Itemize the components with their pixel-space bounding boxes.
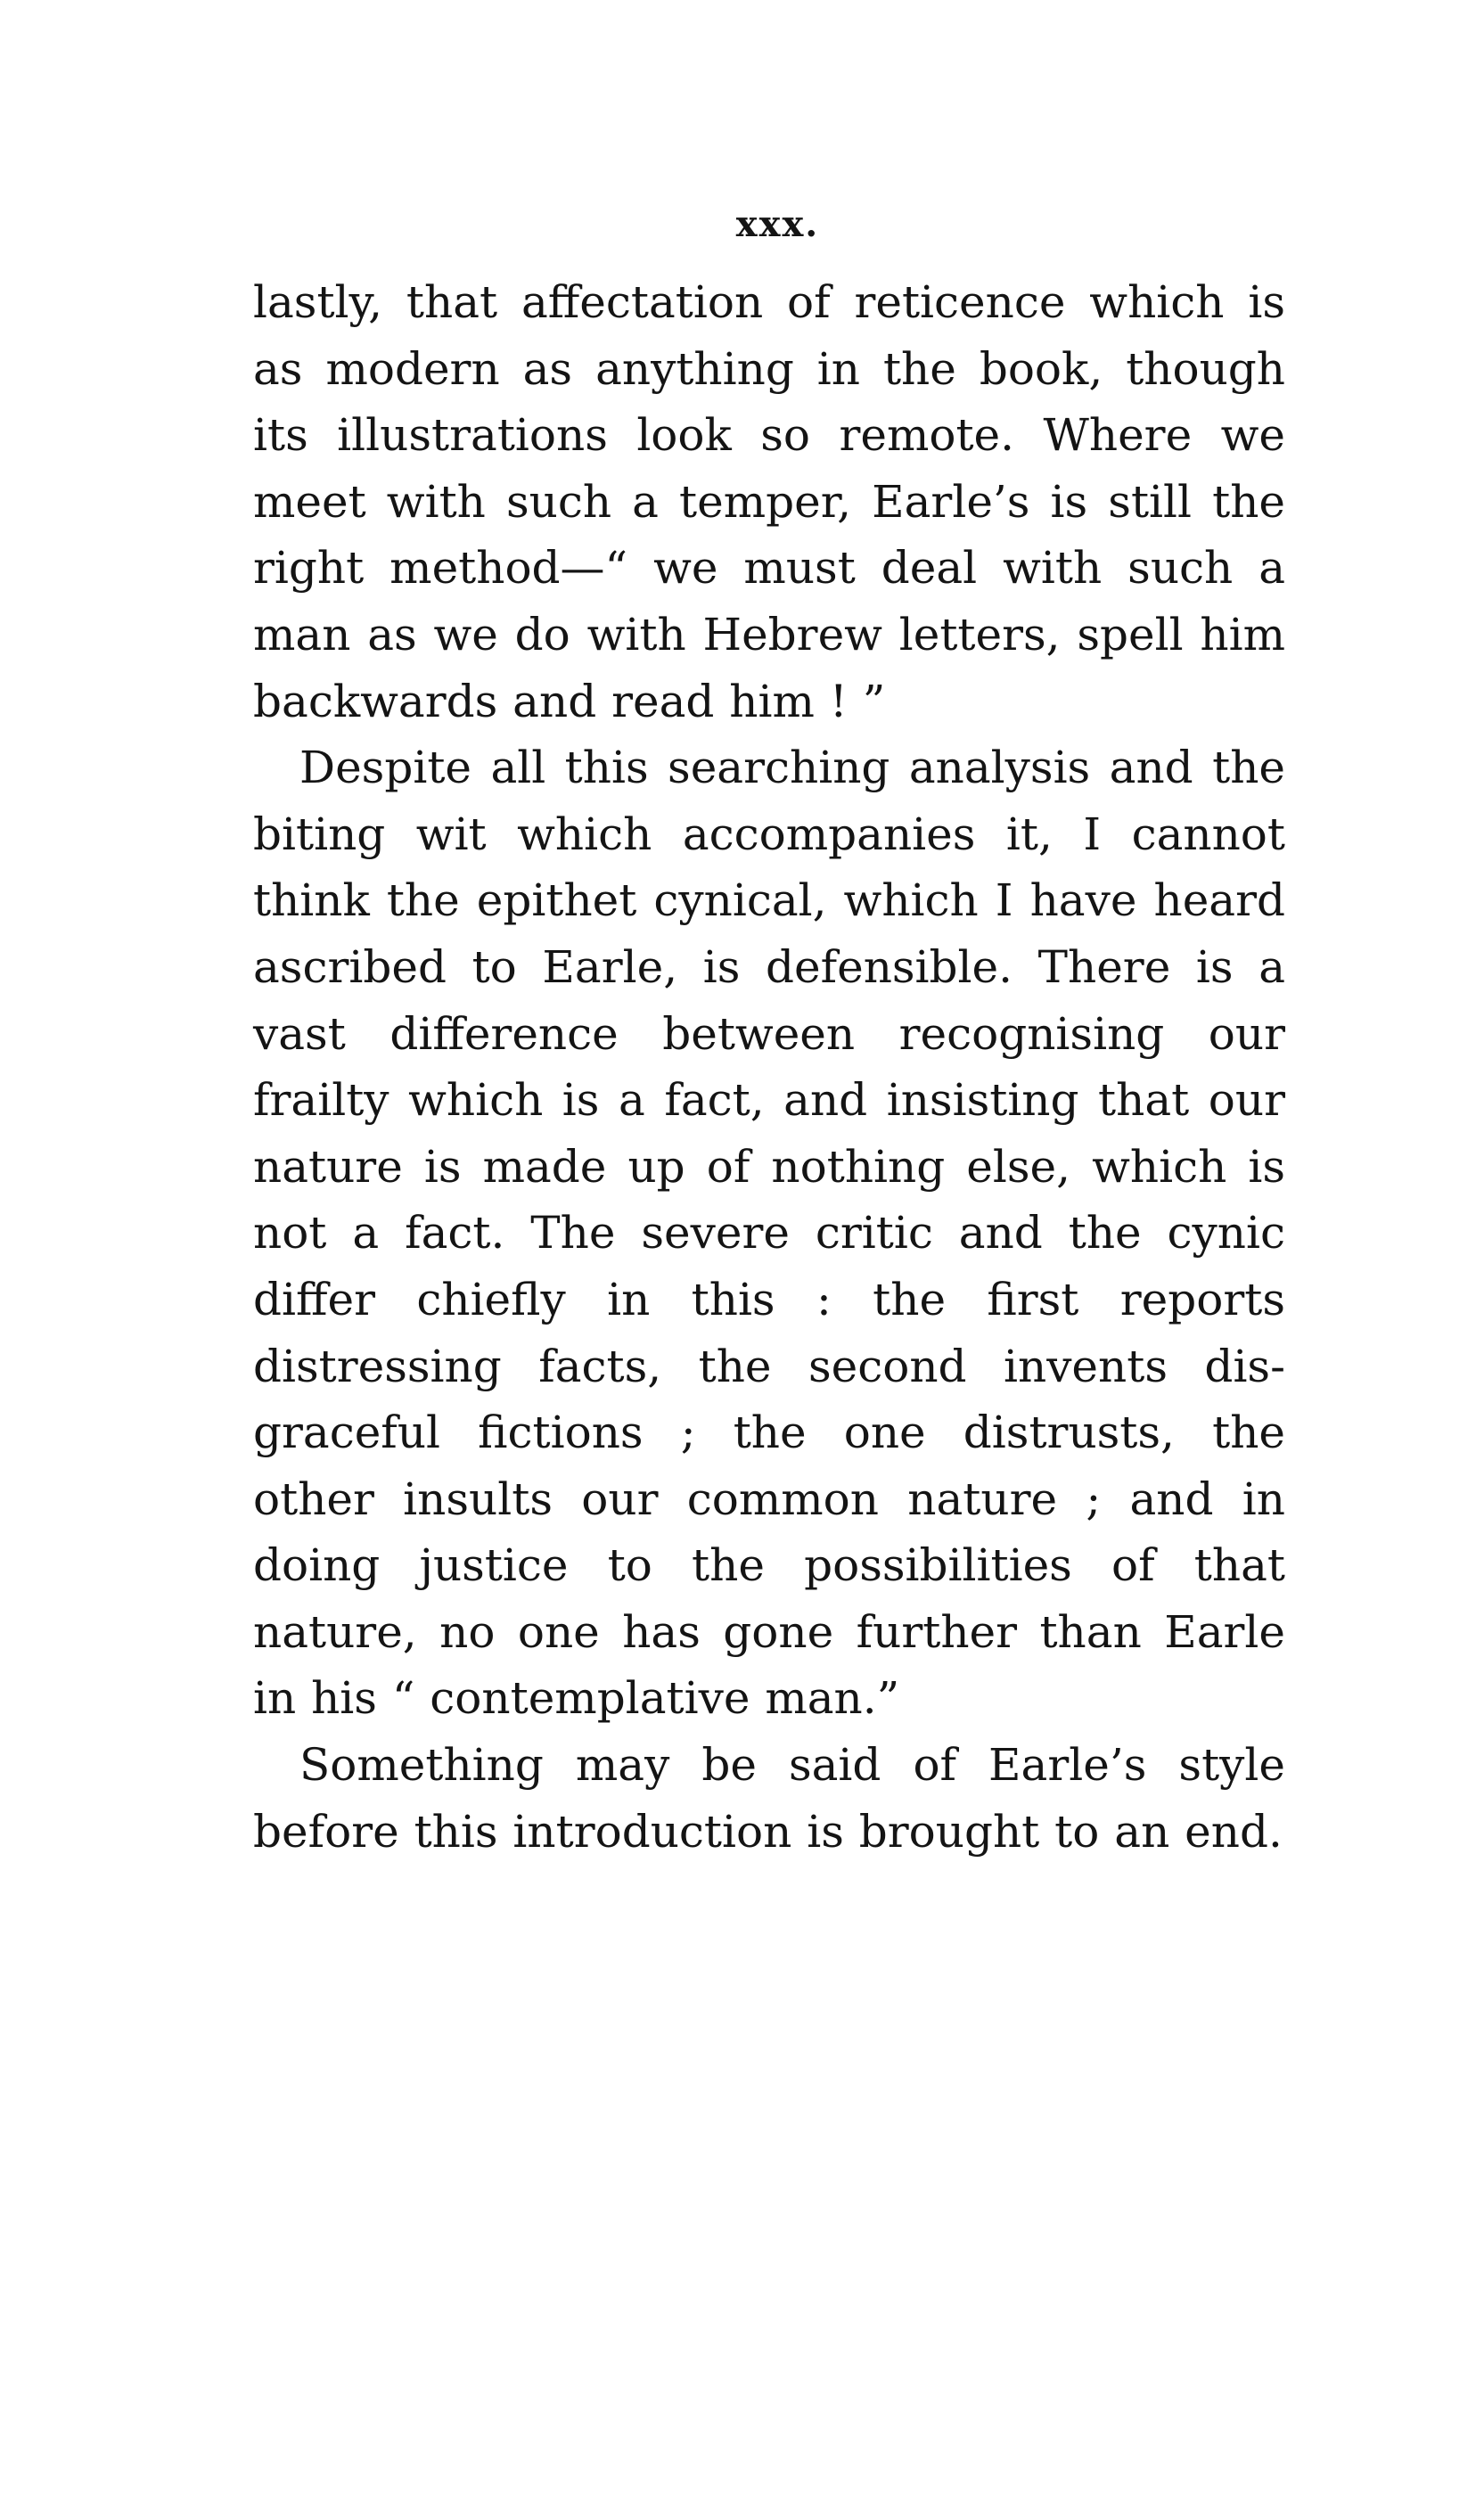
body-text [253, 269, 1285, 1865]
paragraph-style: Something may be said of Earle’s style before this introduction is brought to an end. [253, 1739, 1285, 1858]
paragraph-continuation: lastly, that affectation of reticence which is as modern as anything in the book, though its illustrations look so remote. Where we meet with such a temper, Earle’s is still the right method—“ we must deal with such a man as we do with Hebrew letters, spell him backwards and read him ! ” [253, 276, 1285, 727]
paragraph-cynicism: Despite all this searching analysis and the biting wit which accompanies it, I cannot think the epithet cynical, which I have heard ascribed to Earle, is defensible. There is a vast difference between recognising our frailty which is a fact, and insisting that our nature is made up of nothing else, which is not a fact. The severe critic and the cynic differ chiefly in this : the first reports distressing facts, the second invents disgraceful fictions ; the one distrusts, the other insults our common nature ; and in doing justice to the possibilities of that nature, no one has gone further than Earle in his “ contemplative man.” [253, 742, 1285, 1725]
page-number: xxx. [735, 203, 820, 245]
